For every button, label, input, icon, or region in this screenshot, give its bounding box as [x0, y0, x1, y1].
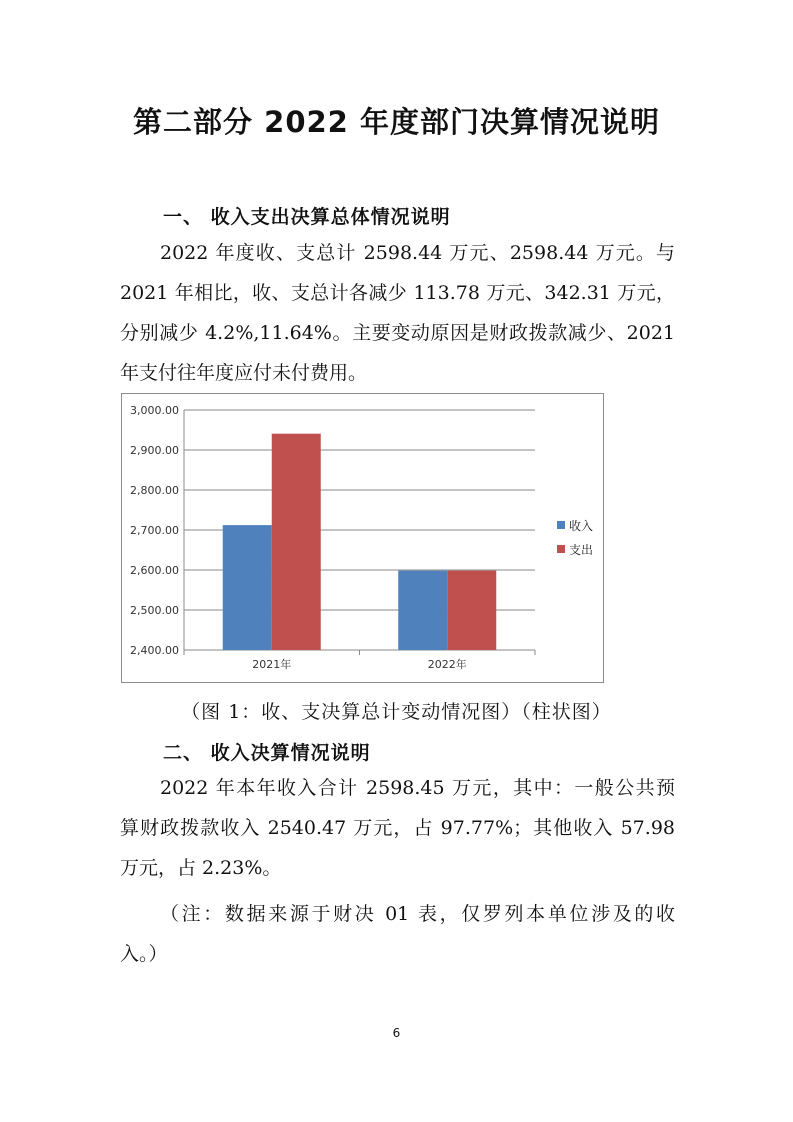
- y-tick-label: 2,900.00: [130, 444, 179, 457]
- x-tick-label: 2021年: [252, 658, 292, 671]
- figure-caption: （图 1：收、支决算总计变动情况图）（柱状图）: [181, 701, 612, 723]
- y-tick-label: 2,700.00: [130, 524, 179, 537]
- y-tick-label: 2,500.00: [130, 604, 179, 617]
- y-tick-label: 2,400.00: [130, 644, 179, 657]
- paragraph-line: 算财政拨款收入 2540.47 万元，占 97.77%；其他收入 57.98: [120, 817, 675, 839]
- page-title: 第二部分 2022 年度部门决算情况说明: [133, 105, 660, 139]
- bar-income-0: [223, 525, 272, 650]
- section-heading-overview: 一、 收入支出决算总体情况说明: [163, 206, 451, 228]
- paragraph-line: 2021 年相比，收、支总计各减少 113.78 万元、342.31 万元，: [120, 282, 675, 304]
- income-expense-bar-chart: [122, 394, 603, 682]
- y-tick-label: 2,800.00: [130, 484, 179, 497]
- paragraph-line: 2022 年度收、支总计 2598.44 万元、2598.44 万元。与: [160, 242, 675, 264]
- paragraph-line: 2022 年本年收入合计 2598.45 万元，其中：一般公共预: [160, 777, 675, 799]
- note-paragraph: [120, 894, 675, 974]
- note-line: 入。）: [120, 943, 168, 965]
- paragraph-line: 年支付往年度应付未付费用。: [120, 362, 368, 384]
- section-heading-income: 二、 收入决算情况说明: [163, 742, 371, 764]
- x-tick-label: 2022年: [427, 658, 467, 671]
- y-tick-label: 2,600.00: [130, 564, 179, 577]
- legend-label: 收入: [569, 519, 594, 533]
- bar-expense-1: [447, 571, 496, 650]
- paragraph-line: 万元，占 2.23%。: [120, 857, 282, 879]
- legend-swatch-income: [557, 521, 565, 529]
- chart-frame: [121, 393, 604, 683]
- legend-label: 支出: [569, 543, 594, 557]
- y-tick-label: 3,000.00: [130, 404, 179, 417]
- bar-income-1: [398, 571, 447, 650]
- overview-paragraph: [120, 233, 675, 393]
- page-number: 6: [392, 1026, 401, 1040]
- paragraph-line: 分别减少 4.2%,11.64%。主要变动原因是财政拨款减少、2021: [120, 322, 675, 344]
- bar-expense-0: [272, 434, 321, 650]
- note-line: （注：数据来源于财决 01 表，仅罗列本单位涉及的收: [160, 903, 675, 925]
- income-paragraph: [120, 768, 675, 888]
- legend-swatch-expense: [557, 545, 565, 553]
